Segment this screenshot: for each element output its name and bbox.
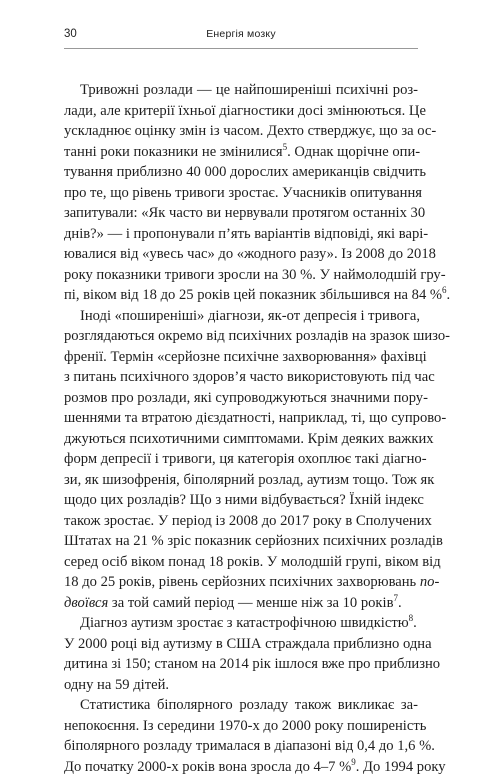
text-line: тування приблизно 40 000 дорослих американців свідчить: [64, 164, 427, 180]
text-line: розглядаються окремо від психічних розладів на зразок шизо-: [64, 328, 451, 344]
text-line: Штатах на 21 % зріс показник серйозних психічних розладів: [64, 533, 443, 549]
text-line: пі, віком від 18 до 25 років цей показник збільшився на 84 %$^6$.: [64, 285, 451, 303]
text-line: серед осіб віком понад 18 років. У молодшій групі, віком від: [64, 553, 441, 570]
text-line: Тривожні розлади — це найпоширеніші психічні роз-: [80, 82, 418, 98]
text-line: лади, але критерії їхньої діагностики досі змінюються. Це: [64, 102, 426, 119]
running-header: [64, 28, 418, 49]
text-line: У 2000 році від аутизму в США страждала приблизно одна: [64, 635, 432, 652]
text-line: До початку 2000-х років вона зросла до 4–7 %$^9$. До 1994 року: [64, 756, 446, 775]
footnote-marker: 5: [282, 141, 288, 152]
text-line: запитували: «Як часто ви нервували протягом останніх 30: [64, 205, 426, 221]
text-line: Іноді «поширеніші» діагнози, як-от депресія і тривога,: [80, 307, 421, 324]
running-title: Енергія мозку: [206, 28, 276, 40]
text-line: з питань психічного здоров’я часто використовують під час: [64, 369, 435, 385]
text-line: біполярного розладу трималася в діапазоні від 0,4 до 1,6 %.: [64, 738, 435, 754]
text-line: френії. Термін «серйозне психічне захворювання» фахівці: [64, 348, 427, 365]
text-line: року показники тривоги зросли на 30 %. У наймолодшій гру-: [64, 266, 446, 283]
text-line: днів?» — і пропонували п’ять варіантів відповіді, які варі-: [64, 225, 429, 242]
text-line: зи, як шизофренія, біполярний розлад, аутизм тощо. Тож як: [64, 471, 435, 488]
text-line: 18 до 25 років, рівень серйозних психічних захворювань по-: [64, 574, 440, 590]
text-line: джуються психотичними симптомами. Крім деяких важких: [64, 430, 434, 447]
text-line: про те, що рівень тривоги зростає. Учасників опитування: [64, 184, 422, 201]
text-line: шеннями та втратою дієздатності, наприклад, ті, що супрово-: [64, 410, 447, 426]
text-line: форм депресії і тривоги, ця категорія охоплює такі діагно-: [64, 451, 427, 467]
text-line: ювалися від «увесь час» до «жодного разу». Із 2008 до 2018: [64, 246, 436, 262]
text-line: одну на 59 дітей.: [64, 676, 170, 693]
text-line: розмов про розлади, які супроводжуються значними пору-: [64, 389, 428, 406]
footnote-marker: 7: [393, 592, 398, 603]
text-line: непокоєння. Із середини 1970-х до 2000 року поширеність: [64, 717, 427, 734]
footnote-marker: 6: [442, 285, 447, 295]
body-text: [64, 80, 451, 777]
text-line: щодо цих розладів? Що з ними відбувається? Їхній індекс: [64, 492, 424, 508]
text-line: дитина зі 150; станом на 2014 рік ішлося вже про приблизно: [64, 656, 441, 672]
text-line: Діагноз аутизм зростає з катастрофічною швидкістю$^8$.: [80, 613, 417, 631]
footnote-marker: 9: [351, 756, 356, 767]
text-line: також зростає. У період із 2008 до 2017 року в Сполучених: [64, 512, 432, 529]
text-line: танні роки показники не змінилися$^5$. Однак щорічне опи-: [64, 141, 421, 160]
text-line: двоївся за той самий період — менше ніж за 10 років$^7$.: [64, 592, 402, 611]
page-number: 30: [64, 28, 77, 40]
text-line: Статистика біполярного розладу також викликає за-: [80, 697, 418, 713]
footnote-marker: 8: [408, 613, 414, 623]
text-line: ускладнює оцінку змін із часом. Дехто стверджує, що за ос-: [64, 123, 437, 139]
